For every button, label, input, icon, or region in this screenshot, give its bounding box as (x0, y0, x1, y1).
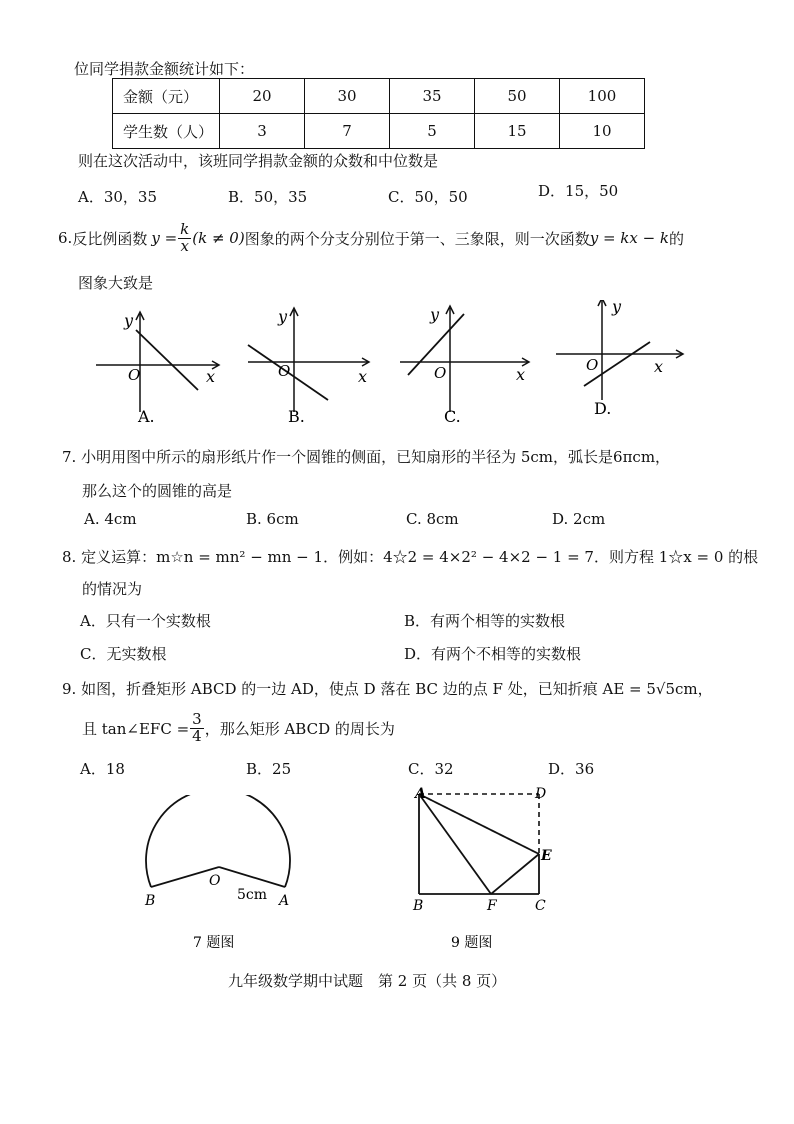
graph-b-label: B. (288, 407, 305, 426)
graph-c[interactable] (400, 305, 529, 426)
q5-option-a[interactable]: A．30，35 (78, 188, 158, 206)
graph-c-label: C. (444, 407, 461, 426)
q8-line2: 的情况为 (82, 580, 143, 598)
page-footer: 九年级数学期中试题 第 2 页（共 8 页） (228, 972, 507, 990)
fig9-label-d: D (535, 786, 547, 802)
table-cell: 3 (220, 114, 305, 149)
q9-option-d[interactable]: D．36 (548, 760, 595, 778)
fig7-label-a: A (279, 893, 290, 909)
axis-y-label: y (612, 300, 622, 316)
q7-option-b[interactable]: B. 6cm (246, 510, 299, 528)
fig7-label-o: O (209, 873, 221, 889)
q7-line1: 小明用图中所示的扇形纸片作一个圆锥的侧面，已知扇形的半径为 5cm，弧长是6πcm， (81, 448, 671, 466)
q9-option-b[interactable]: B．25 (246, 760, 292, 778)
q7-option-a[interactable]: A. 4cm (84, 510, 137, 528)
table-row (113, 114, 645, 149)
q6-condition: (k ≠ 0) (192, 229, 245, 248)
table-cell: 10 (560, 114, 645, 149)
table-cell: 20 (220, 79, 305, 114)
q6-stem-cont: 图象大致是 (78, 274, 154, 292)
table-cell: 100 (560, 79, 645, 114)
q7-option-d[interactable]: D. 2cm (552, 510, 606, 528)
q9-line2-a: 且 tan∠EFC = (82, 719, 190, 738)
intro-line: 位同学捐款金额统计如下： (74, 60, 255, 78)
graph-d[interactable] (556, 300, 683, 418)
axis-x-label: x (358, 367, 368, 386)
fig9-caption: 9 题图 (451, 935, 493, 951)
q6-text-b: 图象的两个分支分别位于第一、三象限，则一次函数 (244, 229, 590, 248)
table-cell: 30 (305, 79, 390, 114)
figure-9 (405, 780, 575, 955)
q9-option-a[interactable]: A．18 (80, 760, 125, 778)
q5-option-d[interactable]: D．15，50 (538, 182, 619, 200)
q8-option-b[interactable]: B．有两个相等的实数根 (404, 612, 566, 630)
q6-frac-den: x (180, 236, 189, 255)
q7-stem (62, 446, 670, 467)
q9-option-c[interactable]: C．32 (408, 760, 454, 778)
table-cell: 金额（元） (113, 79, 220, 114)
fig9-label-e: E (541, 848, 552, 864)
axis-y-label: y (430, 305, 440, 324)
table-cell: 50 (475, 79, 560, 114)
q6-frac-num: k (180, 220, 190, 238)
axis-y-label: y (278, 307, 288, 326)
table-cell: 5 (390, 114, 475, 149)
q7-line2: 那么这个的圆锥的高是 (82, 482, 233, 500)
q9-line2-b: ，那么矩形 ABCD 的周长为 (204, 719, 395, 738)
fig7-radius-label: 5cm (237, 887, 268, 903)
q6-fraction (178, 222, 191, 255)
fig7-label-b: B (145, 893, 156, 909)
table-cell: 学生数（人） (113, 114, 220, 149)
axis-x-label: x (516, 365, 526, 384)
q6-graphs (88, 300, 708, 430)
graph-d-label: D. (594, 399, 612, 418)
q6-func: y = (151, 229, 178, 248)
q5-option-b[interactable]: B．50，35 (228, 188, 308, 206)
fig9-label-c: C (535, 898, 546, 914)
fig9-label-b: B (413, 898, 424, 914)
q6-linear: y = kx − k (589, 229, 670, 248)
table-cell: 7 (305, 114, 390, 149)
q8-number: 8. (62, 548, 77, 566)
table-cell: 15 (475, 114, 560, 149)
q9-fraction (190, 712, 204, 745)
q9-line1: 如图，折叠矩形 ABCD 的一边 AD，使点 D 落在 BC 边的点 F 处，已知折痕 AE = 5√5cm， (81, 680, 713, 698)
axis-x-label: x (206, 367, 216, 386)
q9-frac-num: 3 (192, 710, 202, 728)
q9-line2 (82, 712, 395, 745)
graph-a-label: A. (138, 407, 155, 426)
axis-x-label: x (654, 357, 664, 376)
figure-7 (135, 795, 305, 955)
q6-text-a: 反比例函数 (72, 229, 148, 248)
origin-label: O (586, 356, 599, 374)
fig9-label-f: F (487, 898, 497, 914)
q9-number: 9. (62, 680, 77, 698)
q8-option-d[interactable]: D．有两个不相等的实数根 (404, 645, 582, 663)
q6-stem (58, 222, 684, 255)
q8-option-c[interactable]: C．无实数根 (80, 645, 167, 663)
q9-stem (62, 678, 713, 699)
donation-table (112, 78, 645, 149)
origin-label: O (278, 362, 291, 380)
graph-a[interactable] (96, 311, 219, 426)
q6-text-c: 的 (669, 229, 685, 248)
fig7-caption: 7 题图 (193, 935, 235, 951)
axis-y-label: y (124, 311, 134, 330)
table-row (113, 79, 645, 114)
fig9-label-a: A (415, 786, 426, 802)
graph-b[interactable] (248, 307, 369, 426)
origin-label: O (434, 364, 447, 382)
q8-option-a[interactable]: A．只有一个实数根 (80, 612, 211, 630)
q8-stem (62, 546, 758, 567)
q7-number: 7. (62, 448, 77, 466)
q6-number: 6. (58, 229, 73, 248)
origin-label: O (128, 366, 141, 384)
table-cell: 35 (390, 79, 475, 114)
q5-stem: 则在这次活动中，该班同学捐款金额的众数和中位数是 (78, 152, 439, 170)
q5-option-c[interactable]: C．50，50 (388, 188, 468, 206)
q8-line1: 定义运算：m☆n = mn² − mn − 1．例如：4☆2 = 4×2² − 4×2 − 1 = 7．则方程 1☆x = 0 的根 (81, 548, 759, 566)
q9-frac-den: 4 (192, 726, 202, 745)
q7-option-c[interactable]: C. 8cm (406, 510, 459, 528)
